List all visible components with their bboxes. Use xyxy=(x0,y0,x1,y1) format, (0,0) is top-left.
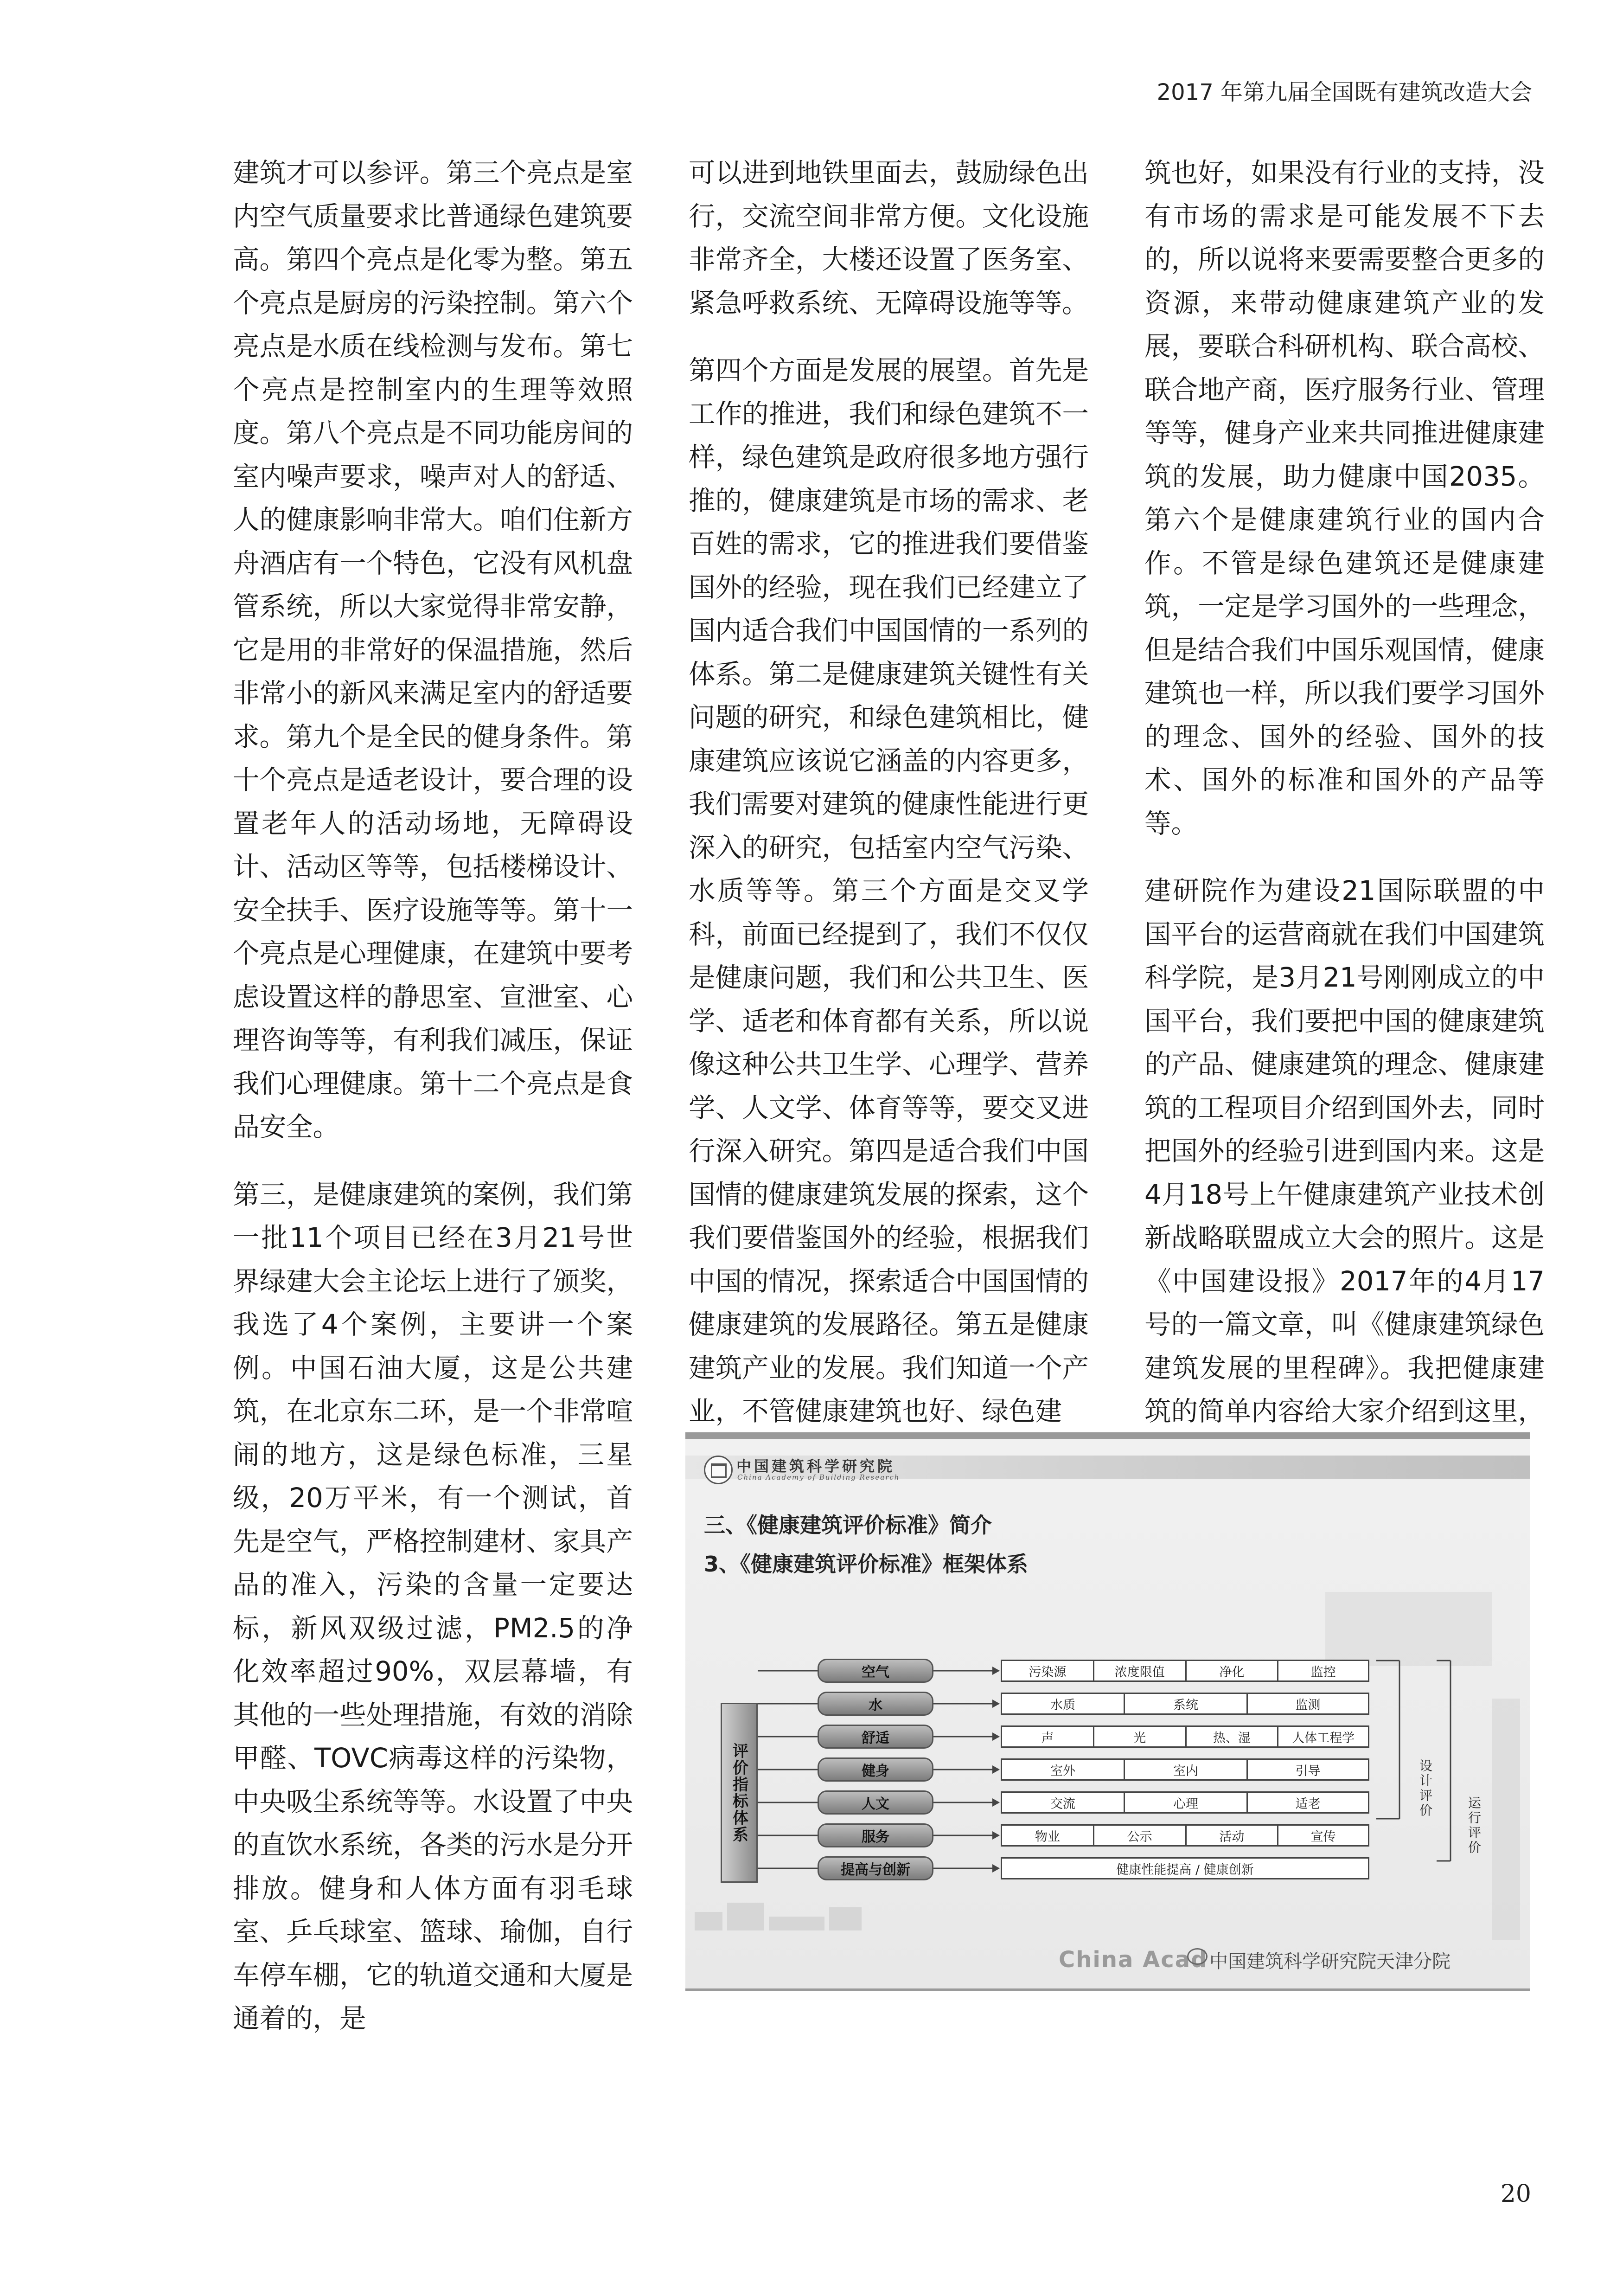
slide-heading-1: 三、《健康建筑评价标准》简介 xyxy=(704,1513,992,1538)
criterion-box: 宣传 xyxy=(1277,1824,1369,1847)
watermark-chinese: 中国建筑科学研究院天津分院 xyxy=(1209,1951,1450,1972)
conference-header: 2017 年第九届全国既有建筑改造大会 xyxy=(1157,79,1532,105)
arrow-head xyxy=(992,1700,1000,1708)
evaluation-system-label: 评价指标体系 xyxy=(721,1703,758,1883)
text-column-3 xyxy=(1144,151,1545,1501)
arrow-head xyxy=(992,1667,1000,1675)
category-pill: 空气 xyxy=(818,1659,933,1683)
criterion-box: 系统 xyxy=(1124,1693,1248,1715)
text-column-2 xyxy=(689,151,1089,1457)
paragraph: 建研院作为建设21国际联盟的中国平台的运营商就在我们中国建筑科学院，是3月21号刚刚成立的中国平台，我们要把中国的健康建筑的产品、健康建筑的理念、健康建筑的工程项目介绍到国外去，同时把国外的经验引进到国内来。这是4月18号上午健康建筑产业技术创新战略联盟成立大会的照片。这是《中国建设报》2017年的4月17号的一篇文章，叫《健康建筑绿色建筑发展的里程碑》。我把健康建筑的简单内容给大家介绍到这里， xyxy=(1144,875,1545,1427)
category-pill: 提高与创新 xyxy=(818,1856,933,1880)
criterion-box: 净化 xyxy=(1185,1660,1279,1682)
slide-heading-2: 3、《健康建筑评价标准》框架体系 xyxy=(704,1552,1029,1577)
paragraph: 建筑才可以参评。第三个亮点是室内空气质量要求比普通绿色建筑要高。第四个亮点是化零为整。第五个亮点是厨房的污染控制。第六个亮点是水质在线检测与发布。第七个亮点是控制室内的生理等效照度。第八个亮点是不同功能房间的室内噪声要求，噪声对人的舒适、人的健康影响非常大。咱们住新方舟酒店有一个特色，它没有风机盘管系统，所以大家觉得非常安静，它是用的非常好的保温措施，然后非常小的新风来满足室内的舒适要求。第九个是全民的健身条件。第十个亮点是适老设计，要合理的设置老年人的活动场地，无障碍设计、活动区等等，包括楼梯设计、安全扶手、医疗设施等等。第十一个亮点是心理健康，在建筑中要考虑设置这样的静思室、宣泄室、心理咨询等等，有利我们减压，保证我们心理健康。第十二个亮点是食品安全。 xyxy=(233,157,633,1142)
arrow-head xyxy=(992,1864,1000,1873)
criterion-box: 监控 xyxy=(1277,1660,1369,1682)
criterion-box: 引导 xyxy=(1246,1758,1369,1781)
wechat-icon xyxy=(1187,1948,1208,1965)
paragraph: 筑也好，如果没有行业的支持，没有市场的需求是可能发展不下去的，所以说将来要需要整合更多的资源，来带动健康建筑产业的发展，要联合科研机构、联合高校、联合地产商，医疗服务行业、管理等等，健身产业来共同推进健康建筑的发展，助力健康中国2035。第六个是健康建筑行业的国内合作。不管是绿色建筑还是健康建筑，一定是学习国外的一些理念，但是结合我们中国乐观国情，健康建筑也一样，所以我们要学习国外的理念、国外的经验、国外的技术、国外的标准和国外的产品等等。 xyxy=(1144,157,1545,839)
criterion-box: 公示 xyxy=(1093,1824,1187,1847)
criterion-box: 室外 xyxy=(1001,1758,1125,1781)
framework-slide-figure xyxy=(685,1432,1530,1991)
watermark-english: China Acad xyxy=(1059,1947,1208,1973)
criterion-box: 心理 xyxy=(1124,1791,1248,1814)
text-column-1 xyxy=(233,151,633,2065)
criterion-box: 热、湿 xyxy=(1185,1725,1279,1748)
category-pill: 舒适 xyxy=(818,1725,933,1749)
framework-diagram xyxy=(685,1439,1530,1988)
criterion-box: 声 xyxy=(1001,1725,1094,1748)
category-pill: 人文 xyxy=(818,1790,933,1815)
criterion-box: 光 xyxy=(1093,1725,1187,1748)
criterion-box: 监测 xyxy=(1246,1693,1369,1715)
arrow-head xyxy=(992,1732,1000,1741)
criterion-box: 污染源 xyxy=(1001,1660,1094,1682)
criterion-box: 浓度限值 xyxy=(1093,1660,1187,1682)
paragraph: 第四个方面是发展的展望。首先是工作的推进，我们和绿色建筑不一样，绿色建筑是政府很多地方强行推的，健康建筑是市场的需求、老百姓的需求，它的推进我们要借鉴国外的经验，现在我们已经建立了国内适合我们中国国情的一系列的体系。第二是健康建筑关键性有关问题的研究，和绿色建筑相比，健康建筑应该说它涵盖的内容更多，我们需要对建筑的健康性能进行更深入的研究，包括室内空气污染、水质等等。第三个方面是交叉学科，前面已经提到了，我们不仅仅是健康问题，我们和公共卫生、医学、适老和体育都有关系，所以说像这种公共卫生学、心理学、营养学、人文学、体育等等，要交叉进行深入研究。第四是适合我们中国国情的健康建筑发展的探索，这个我们要借鉴国外的经验，根据我们中国的情况，探索适合中国国情的健康建筑的发展路径。第五是健康建筑产业的发展。我们知道一个产业，不管健康建筑也好、绿色建 xyxy=(689,355,1089,1427)
criterion-box: 活动 xyxy=(1185,1824,1279,1847)
category-pill: 水 xyxy=(818,1692,933,1716)
operation-evaluation-label: 运行评价 xyxy=(1466,1796,1482,1855)
org-name-en: China Academy of Building Research xyxy=(737,1473,900,1481)
paragraph: 可以进到地铁里面去，鼓励绿色出行，交流空间非常方便。文化设施非常齐全，大楼还设置了医务室、紧急呼救系统、无障碍设施等等。 xyxy=(689,157,1089,319)
criterion-box: 物业 xyxy=(1001,1824,1094,1847)
category-pill: 健身 xyxy=(818,1757,933,1782)
arrow-head xyxy=(992,1831,1000,1840)
design-evaluation-label: 设计评价 xyxy=(1418,1759,1433,1818)
criterion-box: 健康性能提高 / 健康创新 xyxy=(1001,1857,1369,1879)
criterion-box: 人体工程学 xyxy=(1277,1725,1369,1748)
arrow-head xyxy=(992,1765,1000,1774)
org-name-cn: 中国建筑科学研究院 xyxy=(736,1457,895,1475)
paragraph: 第三，是健康建筑的案例，我们第一批11个项目已经在3月21号世界绿建大会主论坛上进行了颁奖，我选了4个案例，主要讲一个案例。中国石油大厦，这是公共建筑，在北京东二环，是一个非常喧闹的地方，这是绿色标准，三星级，20万平米，有一个测试，首先是空气，严格控制建材、家具产品的准入，污染的含量一定要达标，新风双级过滤，PM2.5的净化效率超过90%，双层幕墙，有其他的一些处理措施，有效的消除甲醛、TOVC病毒这样的污染物，中央吸尘系统等等。水设置了中央的直饮水系统，各类的污水是分开排放。健身和人体方面有羽毛球室、乒乓球室、篮球、瑜伽，自行车停车棚，它的轨道交通和大厦是通着的，是 xyxy=(233,1179,633,2034)
criterion-box: 交流 xyxy=(1001,1791,1125,1814)
category-pill: 服务 xyxy=(818,1823,933,1847)
criterion-box: 水质 xyxy=(1001,1693,1125,1715)
page-number: 20 xyxy=(1500,2180,1531,2208)
arrow-head xyxy=(992,1798,1000,1807)
criterion-box: 适老 xyxy=(1246,1791,1369,1814)
criterion-box: 室内 xyxy=(1124,1758,1248,1781)
